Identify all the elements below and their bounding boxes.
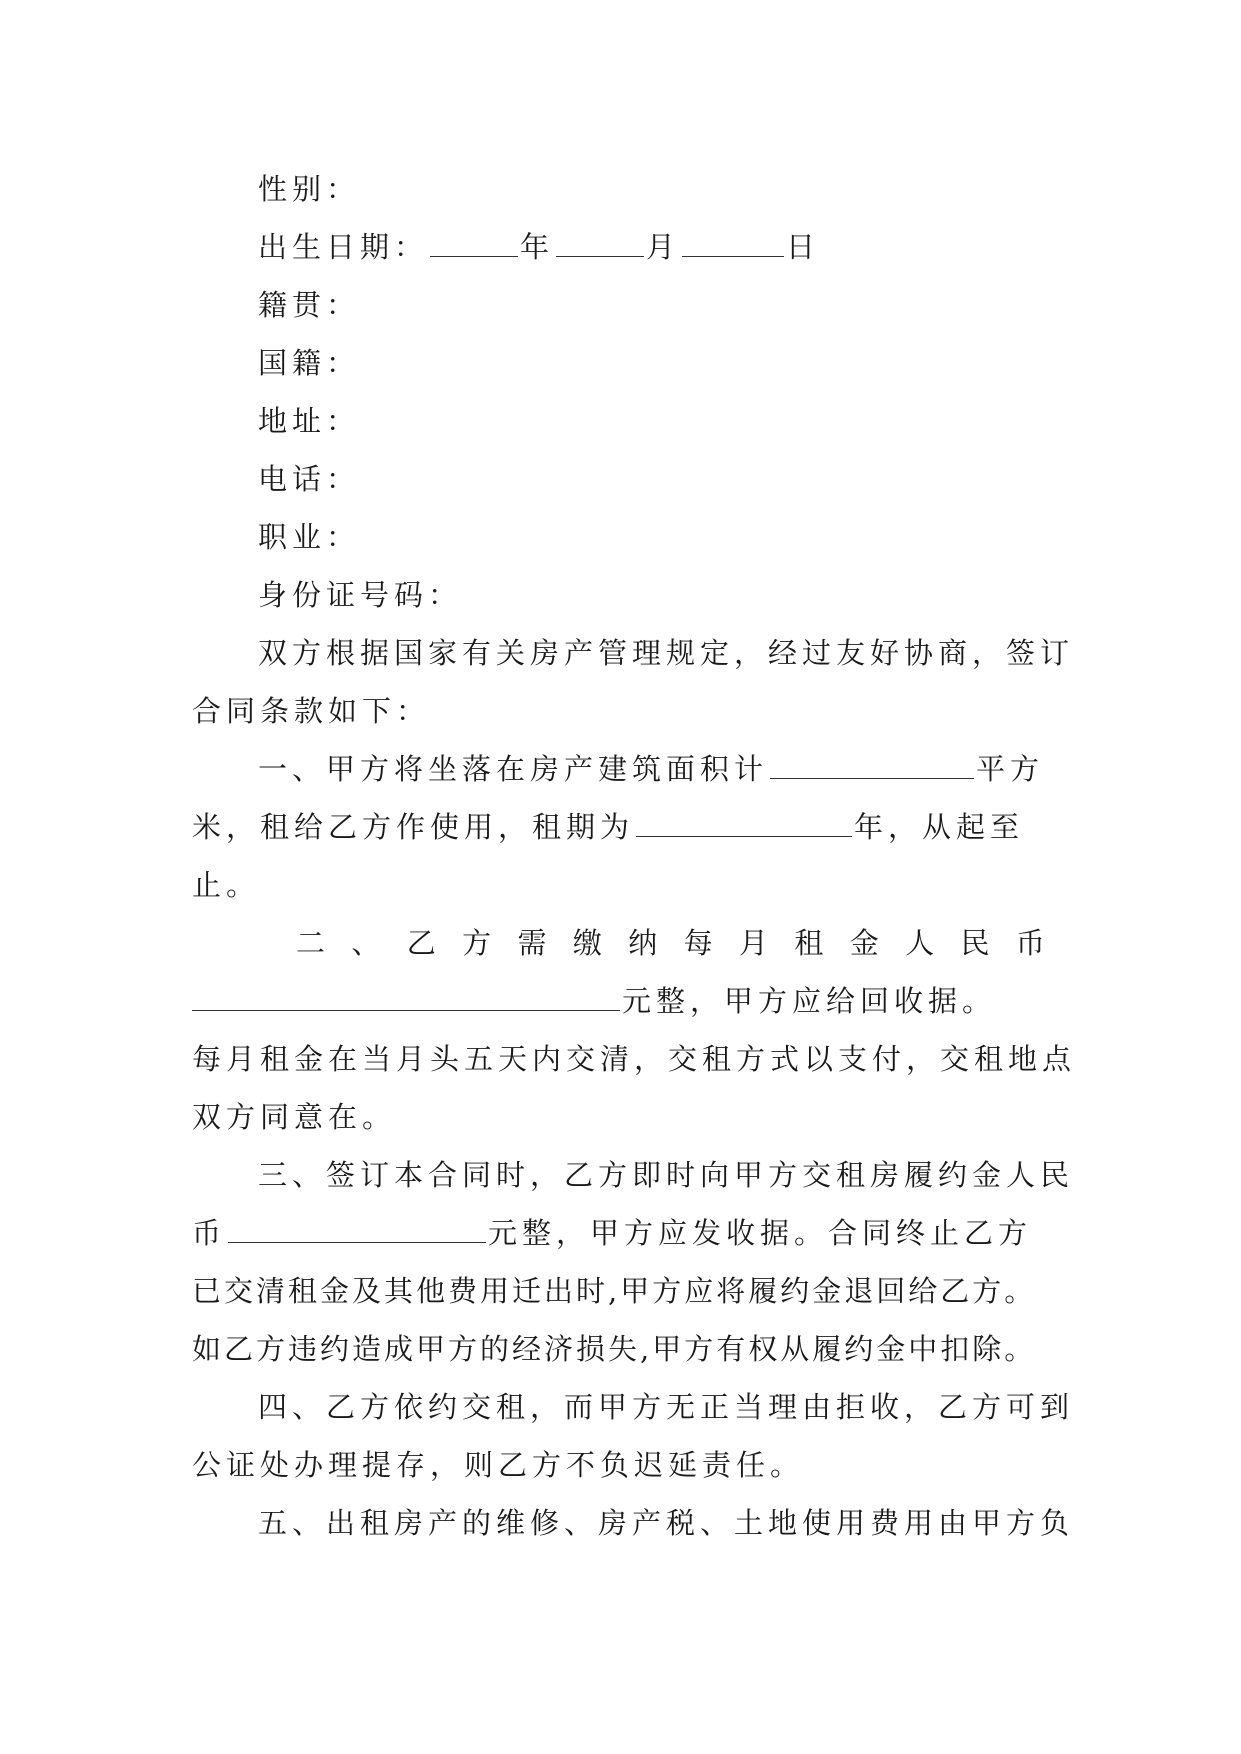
clause-1-line-2 (192, 798, 1050, 856)
birth-year-blank (430, 226, 518, 257)
contract-body (192, 160, 1077, 1552)
birth-day-blank (682, 226, 784, 257)
clause-3-line-4 (192, 1320, 1050, 1378)
clause-2-char: 月 (739, 926, 774, 960)
clause-2-char: 租 (794, 926, 829, 960)
area-blank (770, 748, 974, 779)
birth-year-label: 年 (520, 230, 555, 264)
deposit-amount-blank (228, 1212, 486, 1243)
birth-date-label: 出生日期： (258, 230, 429, 264)
occupation-field (192, 508, 1050, 566)
clause-2-char: 纳 (628, 926, 663, 960)
clause-1-text-c: 米，租给乙方作使用，租期为 (192, 810, 635, 844)
clause-3-text-d: 已交清租金及其他费用迁出时,甲方应将履约金退回给乙方。 (192, 1274, 1037, 1308)
clause-1-text-e: 止。 (192, 868, 261, 902)
clause-3-line-3 (192, 1262, 1050, 1320)
gender-field (192, 160, 1050, 218)
clause-3-line-1 (192, 1146, 1075, 1204)
clause-3-line-2 (192, 1204, 1050, 1262)
clause-2-char: 币 (1015, 926, 1050, 960)
clause-3-text-a: 三、签订本合同时，乙方即时向甲方交租房履约金人民 (258, 1158, 1075, 1192)
clause-5-line-1 (192, 1494, 1075, 1552)
birth-day-label: 日 (786, 230, 821, 264)
native-place-label: 籍贯： (258, 288, 361, 322)
id-number-field (192, 566, 1050, 624)
birth-month-label: 月 (646, 230, 681, 264)
clause-4-text-b: 公证处办理提存，则乙方不负迟延责任。 (192, 1448, 805, 1482)
clause-2-char: 金 (849, 926, 884, 960)
clause-2-line-2 (192, 972, 1050, 1030)
birth-month-blank (556, 226, 644, 257)
clause-1-text-d: 年，从起至 (854, 810, 1025, 844)
lease-term-blank (636, 806, 852, 837)
clause-2-char: 民 (960, 926, 995, 960)
intro-paragraph-line-2 (192, 682, 1050, 740)
address-field (192, 392, 1050, 450)
nationality-field (192, 334, 1050, 392)
intro-paragraph-line-1 (192, 624, 1075, 682)
clause-2-line-4 (192, 1088, 1050, 1146)
intro-text-2: 合同条款如下： (192, 694, 431, 728)
address-label: 地址： (258, 404, 361, 438)
intro-text-1: 双方根据国家有关房产管理规定，经过友好协商，签订 (258, 636, 1075, 670)
id-number-label: 身份证号码： (258, 578, 463, 612)
clause-2-char: 每 (683, 926, 718, 960)
clause-4-line-1 (192, 1378, 1075, 1436)
clause-1-line-3 (192, 856, 1050, 914)
clause-4-line-2 (192, 1436, 1050, 1494)
clause-1-text-a: 一、甲方将坐落在房产建筑面积计 (258, 752, 769, 786)
clause-2-text-b: 元整，甲方应给回收据。 (622, 984, 997, 1018)
birth-date-field (192, 218, 1050, 276)
clause-5-text-a: 五、出租房产的维修、房产税、土地使用费用由甲方负 (258, 1506, 1075, 1540)
nationality-label: 国籍： (258, 346, 361, 380)
clause-2-char: 缴 (572, 926, 607, 960)
clause-2-text-d: 双方同意在。 (192, 1100, 397, 1134)
rent-amount-blank (192, 980, 620, 1011)
clause-3-text-b: 币 (192, 1216, 227, 1250)
clause-2-line-3 (192, 1030, 1077, 1088)
occupation-label: 职业： (258, 520, 361, 554)
clause-2-char: 乙 (406, 926, 441, 960)
clause-2-text-c: 每月租金在当月头五天内交清，交租方式以支付，交租地点 (192, 1042, 1077, 1076)
clause-2-char: 方 (462, 926, 497, 960)
clause-4-text-a: 四、乙方依约交租，而甲方无正当理由拒收，乙方可到 (258, 1390, 1075, 1424)
clause-3-text-c: 元整，甲方应发收据。合同终止乙方 (488, 1216, 1033, 1250)
clause-2-line-1 (192, 914, 1050, 972)
clause-3-text-e: 如乙方违约造成甲方的经济损失,甲方有权从履约金中扣除。 (192, 1332, 1037, 1366)
native-place-field (192, 276, 1050, 334)
phone-label: 电话： (258, 462, 361, 496)
phone-field (192, 450, 1050, 508)
clause-1-line-1 (192, 740, 1050, 798)
clause-2-char: 需 (517, 926, 552, 960)
clause-2-char: 、 (351, 926, 386, 960)
clause-2-char: 二 (296, 926, 331, 960)
clause-2-char: 人 (905, 926, 940, 960)
gender-label: 性别： (258, 172, 361, 206)
clause-1-text-b: 平方 (976, 752, 1045, 786)
